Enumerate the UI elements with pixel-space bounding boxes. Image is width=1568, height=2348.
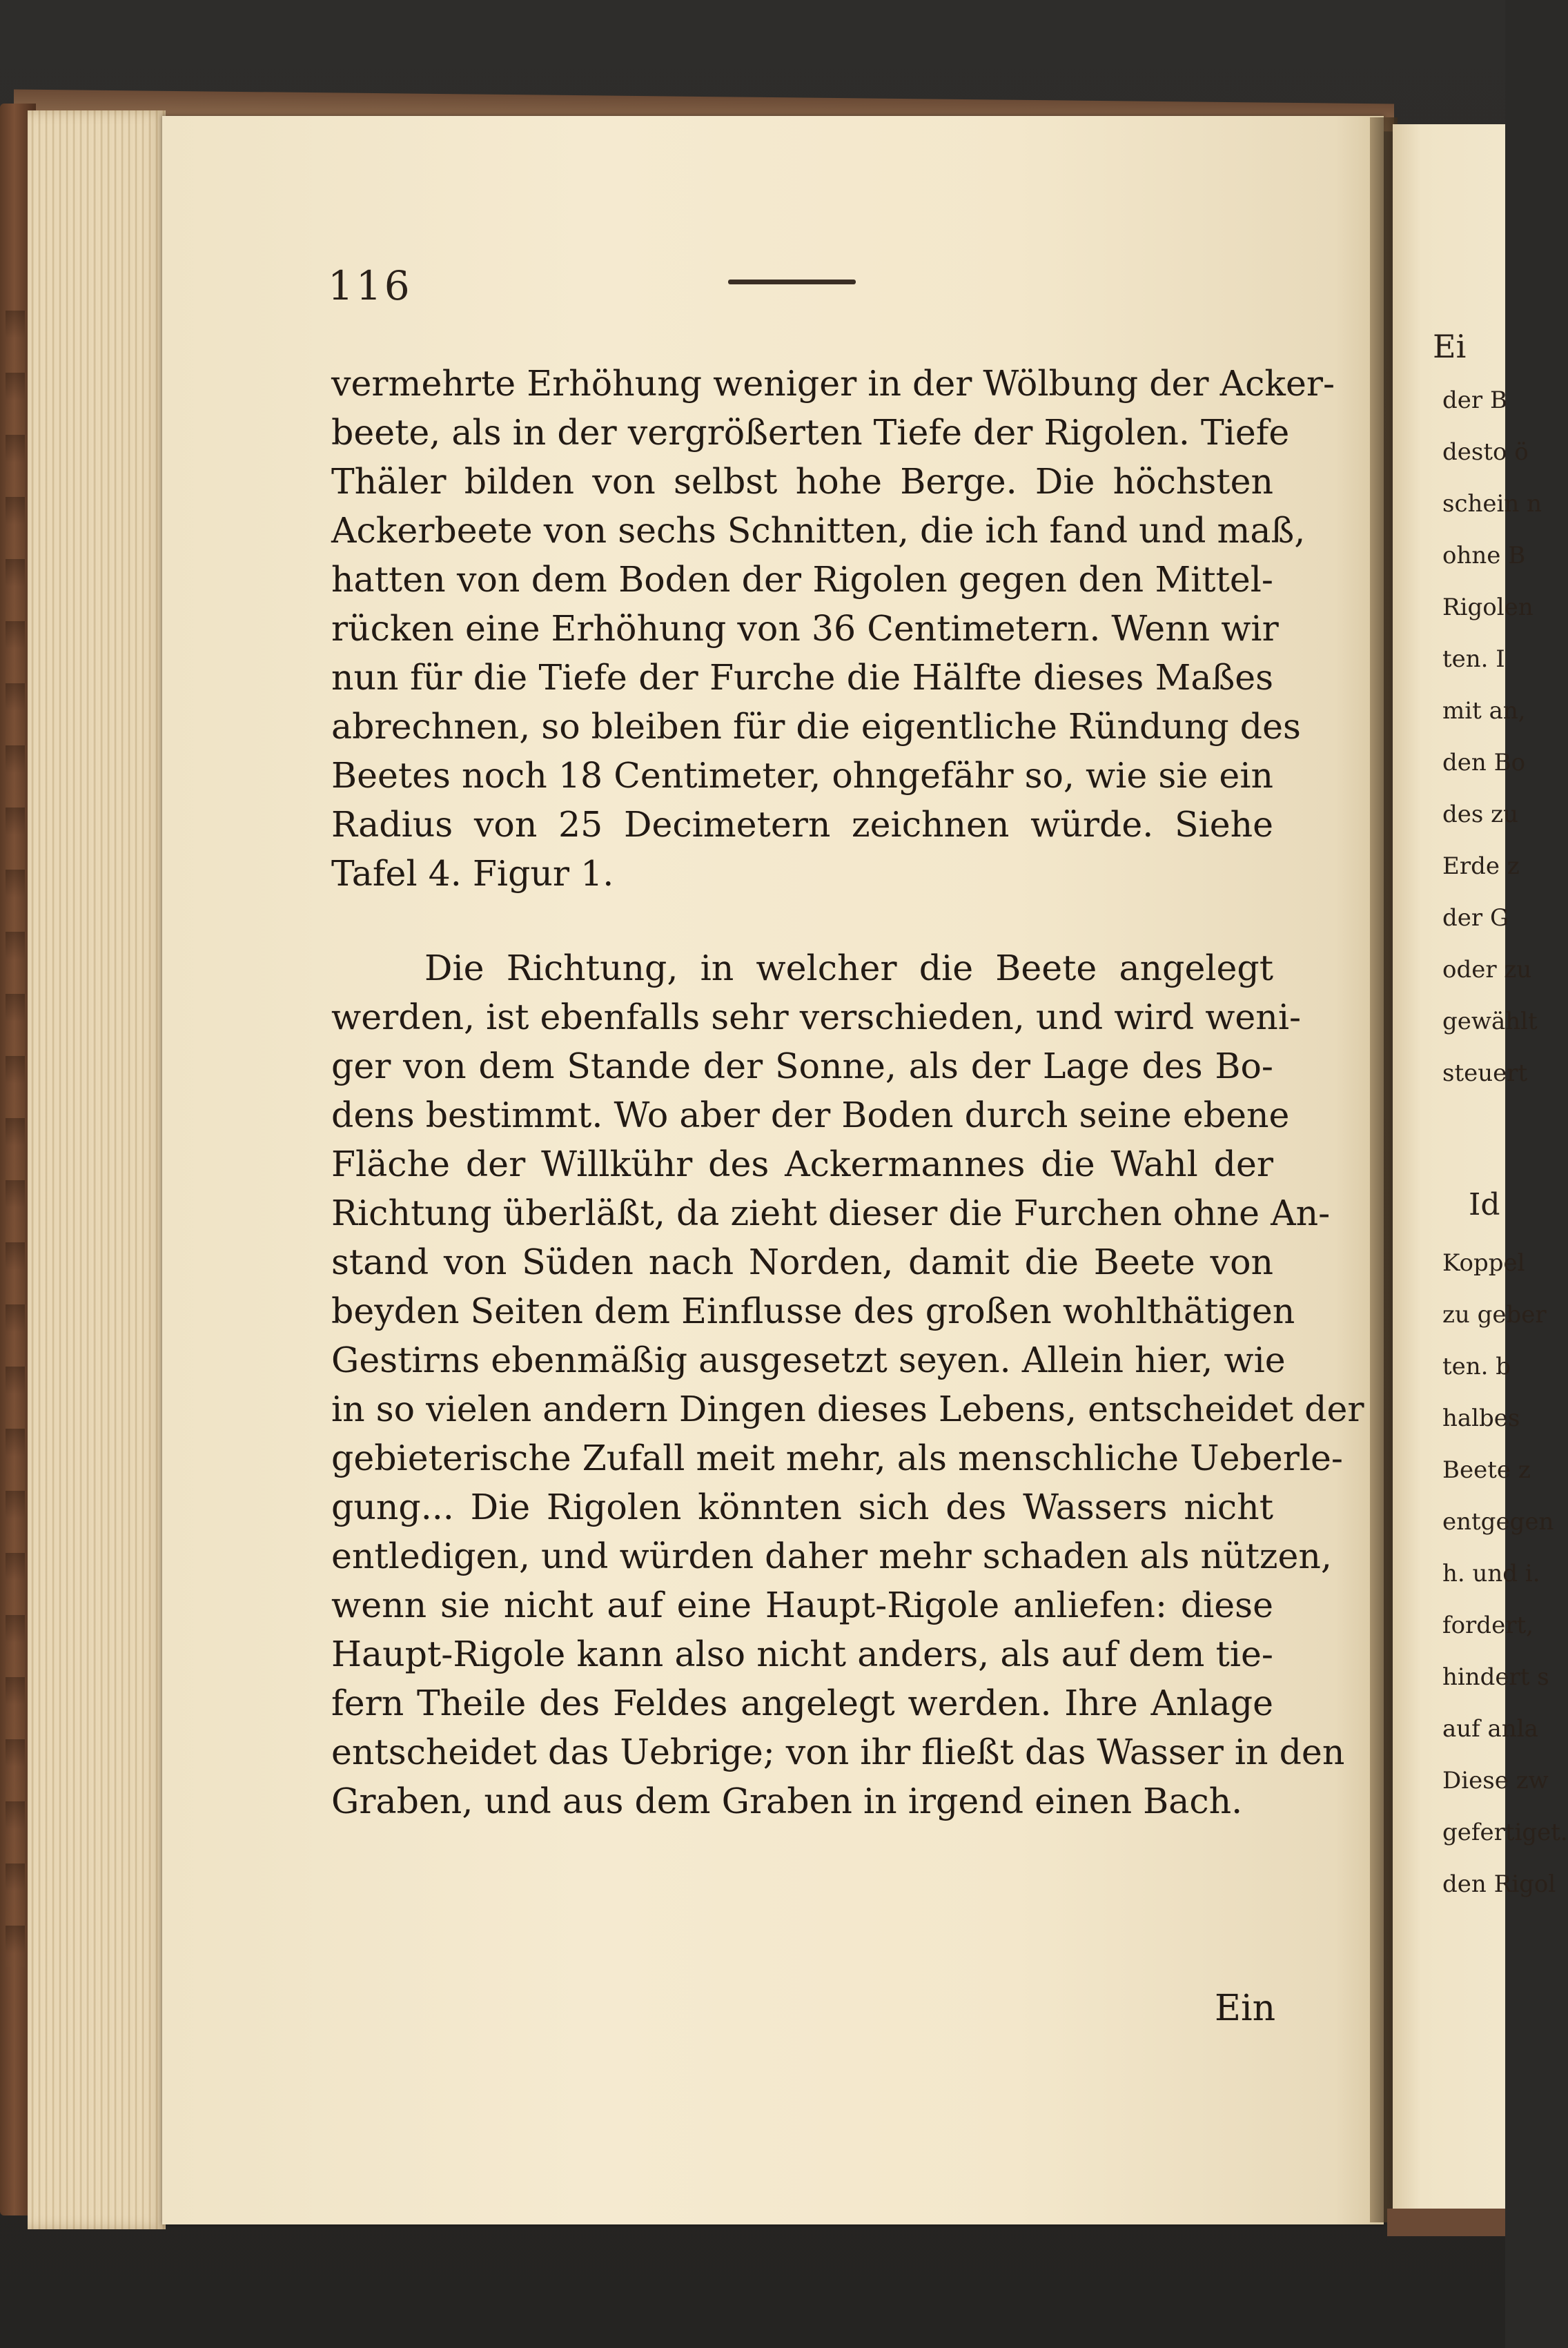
text-line: Ackerbeete von sechs Schnitten, die ich fand und maß, bbox=[331, 510, 1306, 551]
text-line: Fläche der Willkühr des Ackermannes die Wahl der bbox=[331, 1144, 1273, 1184]
catchword: Ein bbox=[1215, 1988, 1276, 2029]
text-line: entledigen, und würden daher mehr schaden als nützen, bbox=[331, 1536, 1332, 1576]
text-line: rücken eine Erhöhung von 36 Centimetern. Wenn wir bbox=[331, 608, 1279, 649]
facing-line: Rigolen bbox=[1442, 594, 1533, 621]
text-line: nun für die Tiefe der Furche die Hälfte dieses Maßes bbox=[331, 657, 1273, 698]
text-line: stand von Süden nach Norden, damit die Beete von bbox=[331, 1242, 1273, 1282]
facing-line: der G bbox=[1442, 904, 1509, 932]
facing-line: Ei bbox=[1433, 328, 1467, 365]
facing-line: mit an, bbox=[1442, 697, 1526, 725]
text-line: beete, als in der vergrößerten Tiefe der Rigolen. Tiefe bbox=[331, 412, 1290, 453]
paragraph-1 bbox=[331, 359, 1335, 898]
facing-line: fordert, bbox=[1442, 1612, 1533, 1639]
facing-line: desto ö bbox=[1442, 438, 1529, 466]
paragraph-2 bbox=[331, 943, 1364, 1826]
facing-line: der B bbox=[1442, 387, 1507, 414]
facing-line: des zu bbox=[1442, 801, 1518, 828]
facing-line: ten. b bbox=[1442, 1353, 1511, 1380]
facing-line: oder zu bbox=[1442, 956, 1532, 984]
text-line: Richtung überläßt, da zieht dieser die Furchen ohne An- bbox=[331, 1193, 1331, 1233]
facing-line: h. und i. bbox=[1442, 1560, 1540, 1587]
facing-line: entgegen bbox=[1442, 1508, 1554, 1536]
facing-line: schein n bbox=[1442, 490, 1542, 518]
facing-line: auf anla bbox=[1442, 1715, 1538, 1743]
facing-line: steuert bbox=[1442, 1059, 1528, 1087]
text-line: ger von dem Stande der Sonne, als der Lage des Bo- bbox=[331, 1046, 1273, 1086]
facing-line: den Bo bbox=[1442, 749, 1526, 776]
facing-line: zu geber bbox=[1442, 1301, 1547, 1329]
facing-line: Beete z bbox=[1442, 1456, 1531, 1484]
text-line: Haupt-Rigole kann also nicht anders, als auf dem tie- bbox=[331, 1634, 1273, 1674]
facing-line: ten. I bbox=[1442, 645, 1505, 673]
text-line: Graben, und aus dem Graben in irgend einen Bach. bbox=[331, 1781, 1243, 1821]
body-text bbox=[331, 359, 1364, 1826]
text-line: wenn sie nicht auf eine Haupt-Rigole anliefen: diese bbox=[331, 1585, 1273, 1625]
facing-line: ohne B bbox=[1442, 542, 1526, 569]
facing-line: hindert s bbox=[1442, 1663, 1549, 1691]
text-line: in so vielen andern Dingen dieses Lebens, entscheidet der bbox=[331, 1389, 1364, 1429]
text-line: gebieterische Zufall meit mehr, als menschliche Ueberle- bbox=[331, 1438, 1343, 1478]
text-line: fern Theile des Feldes angelegt werden. Ihre Anlage bbox=[331, 1683, 1273, 1723]
facing-line: Koppel bbox=[1442, 1249, 1525, 1277]
text-line: Beetes noch 18 Centimeter, ohngefähr so, wie sie ein bbox=[331, 755, 1273, 796]
header-rule bbox=[728, 280, 856, 284]
facing-line: den Rigol bbox=[1442, 1870, 1556, 1898]
facing-page bbox=[1393, 124, 1568, 2222]
text-line: beyden Seiten dem Einflusse des großen wohlthätigen bbox=[331, 1291, 1295, 1331]
facing-line: gefertiget. bbox=[1442, 1819, 1568, 1846]
facing-line: Id bbox=[1469, 1187, 1500, 1222]
facing-cover-edge bbox=[1387, 2209, 1505, 2236]
paragraph-gap bbox=[331, 898, 1273, 943]
text-line: Radius von 25 Decimetern zeichnen würde. Siehe bbox=[331, 804, 1273, 845]
text-line: gung... Die Rigolen könnten sich des Wassers nicht bbox=[331, 1487, 1273, 1527]
facing-line: Erde z bbox=[1442, 852, 1520, 880]
text-line: vermehrte Erhöhung weniger in der Wölbung der Acker- bbox=[331, 363, 1335, 404]
text-line: entscheidet das Uebrige; von ihr fließt das Wasser in den bbox=[331, 1732, 1345, 1772]
text-line: Tafel 4. Figur 1. bbox=[331, 853, 614, 894]
text-line: hatten von dem Boden der Rigolen gegen den Mittel- bbox=[331, 559, 1273, 600]
text-line: abrechnen, so bleiben für die eigentliche Ründung des bbox=[331, 706, 1301, 747]
page-number: 116 bbox=[328, 262, 413, 309]
facing-line: gewählt bbox=[1442, 1008, 1538, 1035]
facing-line: halbes bbox=[1442, 1405, 1520, 1432]
page-edges bbox=[28, 110, 166, 2229]
text-line: dens bestimmt. Wo aber der Boden durch seine ebene bbox=[331, 1095, 1290, 1135]
facing-line: Diese zw bbox=[1442, 1767, 1549, 1794]
text-line: werden, ist ebenfalls sehr verschieden, und wird weni- bbox=[331, 997, 1302, 1037]
text-line: Gestirns ebenmäßig ausgesetzt seyen. Allein hier, wie bbox=[331, 1340, 1286, 1380]
text-line: Thäler bilden von selbst hohe Berge. Die höchsten bbox=[331, 461, 1273, 502]
text-line: Die Richtung, in welcher die Beete angelegt bbox=[424, 948, 1273, 988]
